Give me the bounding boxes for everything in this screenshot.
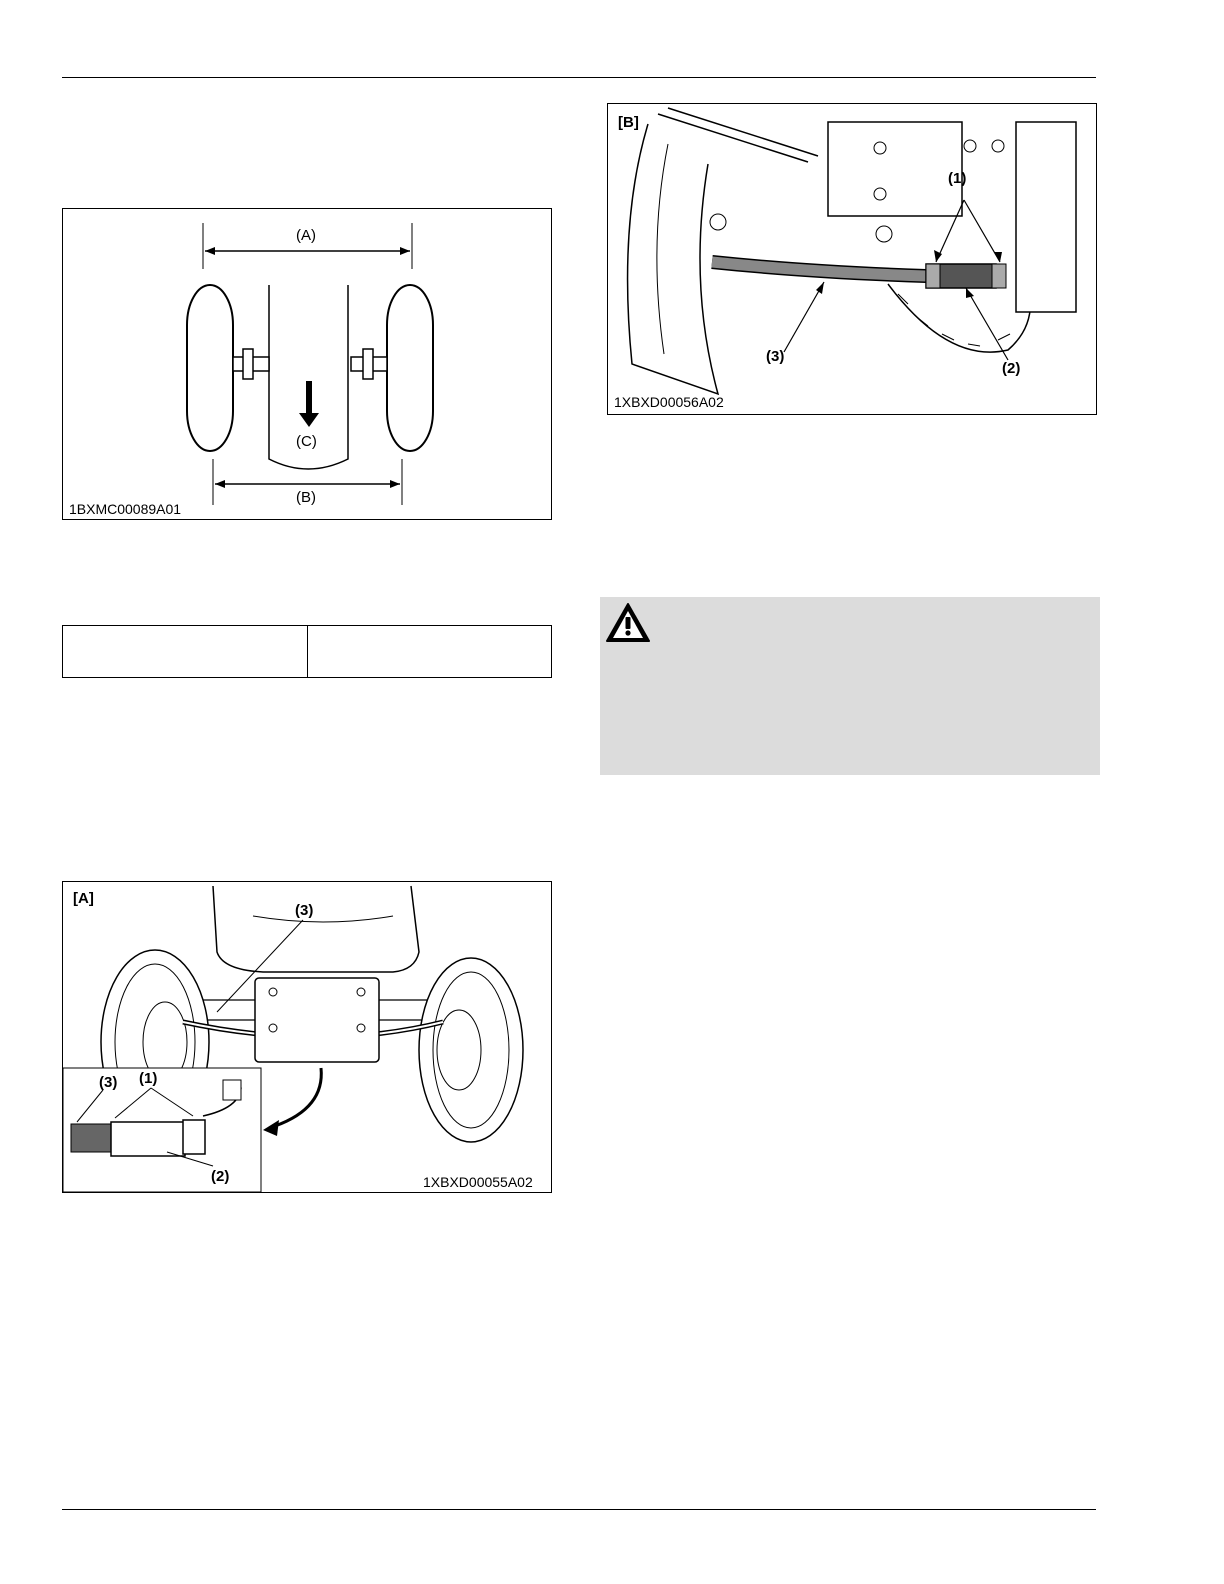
spec-table-cell — [307, 626, 552, 677]
warning-triangle-icon — [604, 601, 652, 645]
front-axle-illustration — [63, 882, 551, 1192]
callout-2-inset: (2) — [211, 1168, 230, 1185]
spec-table — [62, 625, 552, 678]
figure-a-tag: [A] — [73, 890, 94, 907]
figure-b-id: 1XBXD00056A02 — [614, 394, 724, 410]
figure-b — [607, 103, 1097, 415]
left-tire — [187, 285, 233, 451]
warning-panel — [600, 597, 1100, 775]
header-rule — [62, 77, 1096, 78]
footer-rule — [62, 1509, 1096, 1510]
toe-in-diagram — [63, 209, 551, 519]
toe-in-figure — [62, 208, 552, 520]
figure-id: 1BXMC00089A01 — [69, 501, 182, 517]
callout-3-main: (3) — [295, 902, 314, 919]
callout-3: (3) — [766, 348, 785, 365]
figure-a-id: 1XBXD00055A02 — [423, 1174, 533, 1190]
figure-b-tag: [B] — [618, 114, 639, 131]
figure-a — [62, 881, 552, 1193]
label-c: (C) — [296, 433, 317, 450]
front-plate — [255, 978, 379, 1062]
callout-1-inset: (1) — [139, 1070, 158, 1087]
callout-1: (1) — [948, 170, 967, 187]
callout-3-inset: (3) — [99, 1074, 118, 1091]
spec-table-cell — [63, 626, 307, 677]
forward-arrow — [306, 381, 312, 415]
tie-rod-underside-illustration — [608, 104, 1096, 414]
right-tire — [387, 285, 433, 451]
label-b: (B) — [296, 489, 316, 506]
callout-2: (2) — [1002, 360, 1021, 377]
label-a: (A) — [296, 227, 316, 244]
